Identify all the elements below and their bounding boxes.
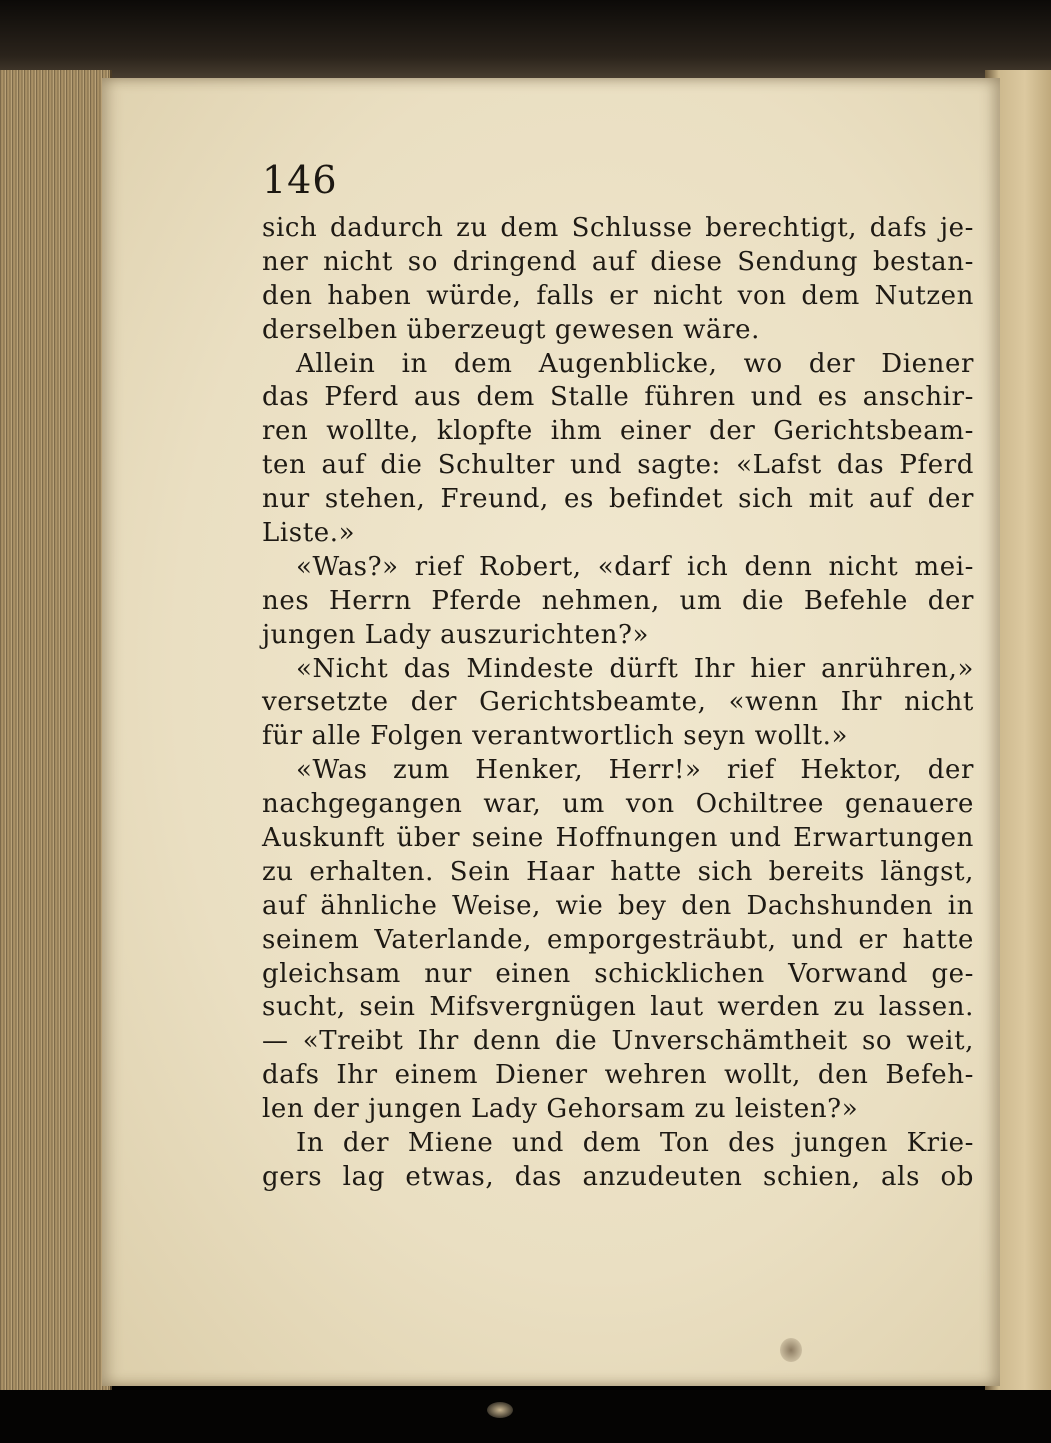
text-line: nur stehen, Freund, es befindet sich mit auf der <box>262 484 974 515</box>
text-line: zu erhalten. Sein Haar hatte sich bereits längst, <box>262 856 974 887</box>
text-line: gers lag etwas, das anzudeuten schien, als ob <box>262 1161 974 1192</box>
text-line: — «Treibt Ihr denn die Unverschämtheit so weit, <box>262 1026 974 1057</box>
text-line: Auskunft über seine Hoffnungen und Erwartungen <box>262 823 974 854</box>
text-line: seinem Vaterlande, emporgesträubt, und er hatte <box>262 924 974 955</box>
text-line: «Was?» rief Robert, «darf ich denn nicht mei- <box>296 551 974 582</box>
text-line: jungen Lady auszurichten?» <box>262 619 650 650</box>
text-line: nes Herrn Pferde nehmen, um die Befehle der <box>262 585 974 616</box>
text-line: nachgegangen war, um von Ochiltree genauere <box>262 789 974 820</box>
text-line: gleichsam nur einen schicklichen Vorwand ge- <box>262 958 974 989</box>
book-cover-bottom <box>0 1390 1051 1443</box>
text-line: versetzte der Gerichtsbeamte, «wenn Ihr nicht <box>262 687 974 718</box>
text-line: sucht, sein Mifsvergnügen laut werden zu lassen. <box>262 992 974 1023</box>
text-line: len der jungen Lady Gehorsam zu leisten?» <box>262 1094 859 1125</box>
body-text <box>262 212 974 1195</box>
text-line: derselben überzeugt gewesen wäre. <box>262 314 760 345</box>
text-line: auf ähnliche Weise, wie bey den Dachshunden in <box>262 890 974 921</box>
book-cover-top <box>0 0 1051 80</box>
text-line: sich dadurch zu dem Schlusse berechtigt, dafs je- <box>262 213 974 243</box>
text-line: das Pferd aus dem Stalle führen und es anschir- <box>262 382 974 413</box>
page-edges-left <box>0 70 112 1400</box>
text-line: ner nicht so dringend auf diese Sendung bestan- <box>262 246 974 277</box>
text-line: ten auf die Schulter und sagte: «Lafst das Pferd <box>262 450 974 481</box>
text-line: Allein in dem Augenblicke, wo der Diener <box>296 348 974 379</box>
text-line: ren wollte, klopfte ihm einer der Gerichtsbeam- <box>262 416 974 447</box>
text-line: «Nicht das Mindeste dürft Ihr hier anrühren,» <box>296 653 974 684</box>
text-line: «Was zum Henker, Herr!» rief Hektor, der <box>296 755 974 786</box>
stain-mark <box>780 1338 802 1362</box>
text-line: dafs Ihr einem Diener wehren wollt, den Befeh- <box>262 1060 974 1091</box>
page-number: 146 <box>262 158 338 202</box>
text-line: Liste.» <box>262 518 356 549</box>
stain-mark <box>487 1402 513 1418</box>
text-line: den haben würde, falls er nicht von dem Nutzen <box>262 280 974 311</box>
text-line: In der Miene und dem Ton des jungen Krie- <box>296 1128 974 1159</box>
text-line: für alle Folgen verantwortlich seyn wollt.» <box>262 721 849 752</box>
